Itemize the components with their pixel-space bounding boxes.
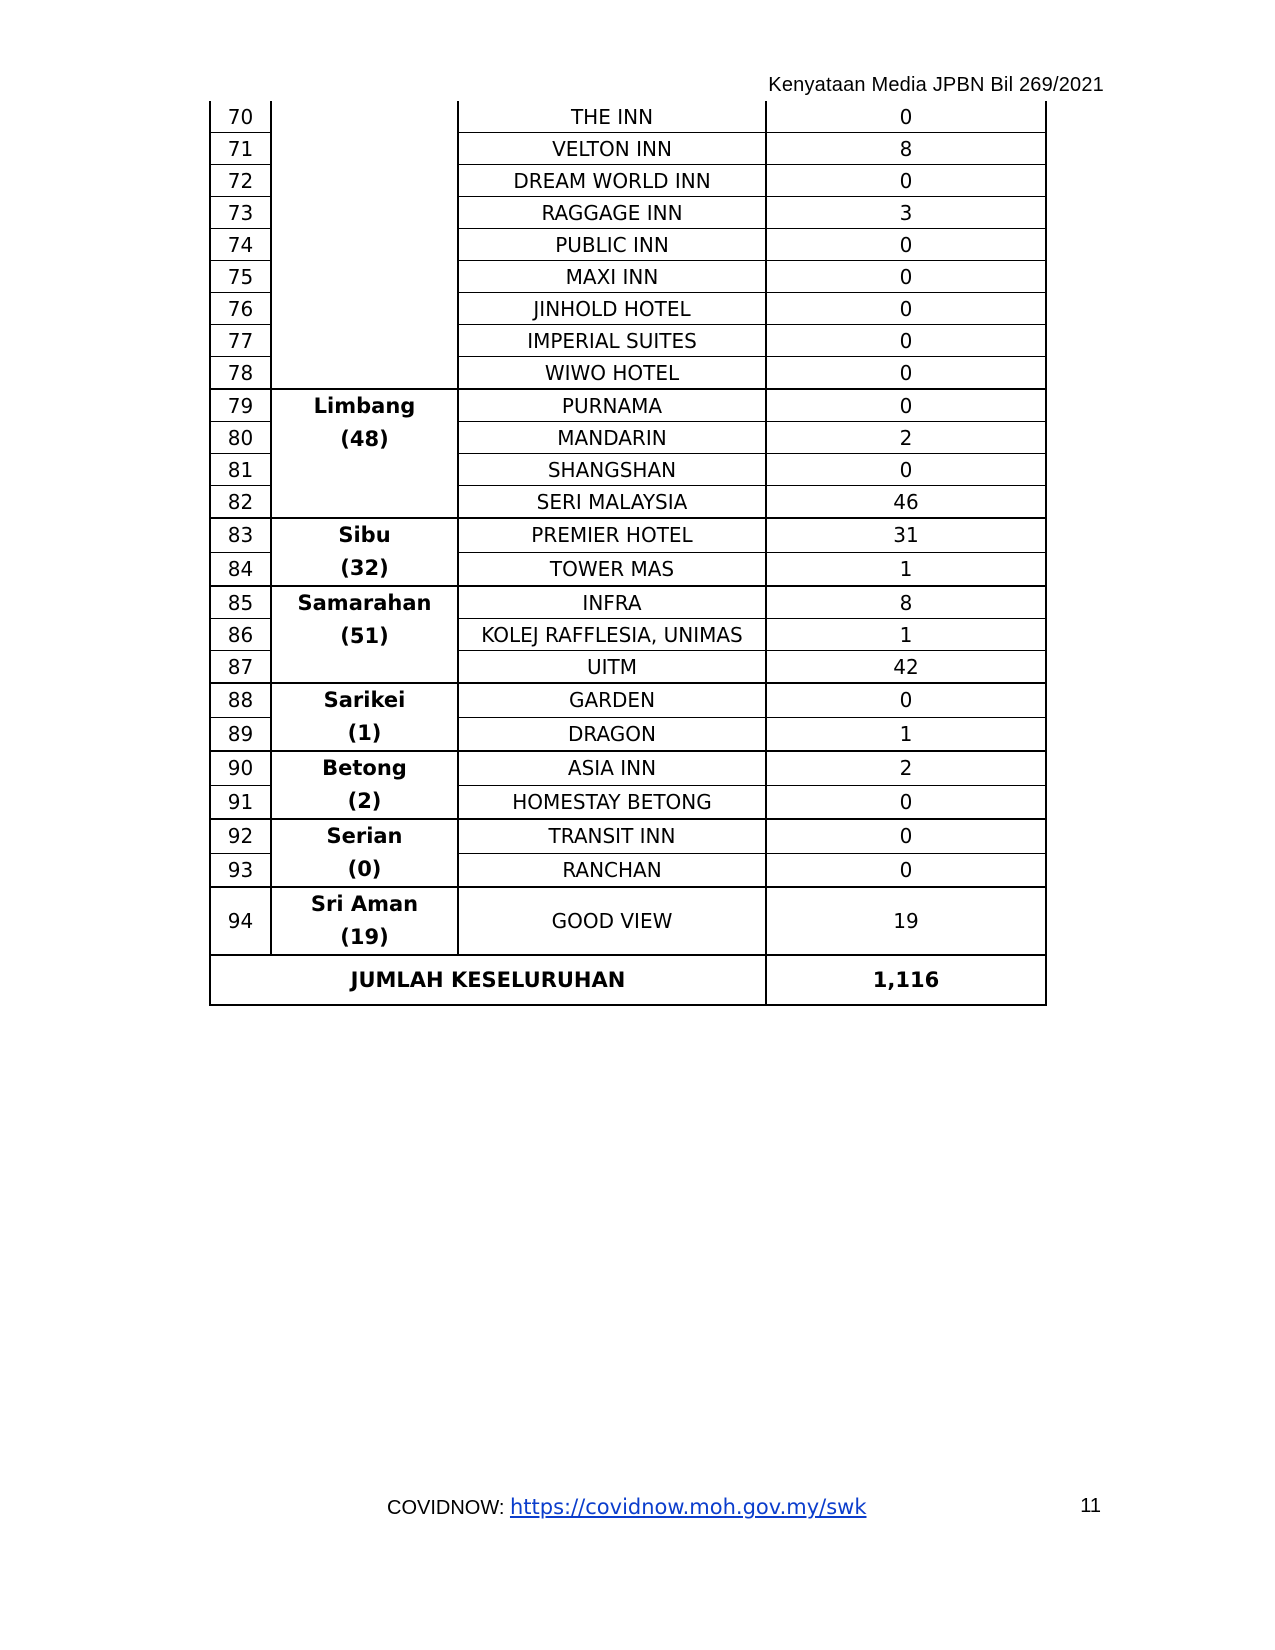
division-name: Samarahan (297, 591, 432, 615)
centre-name: KOLEJ RAFFLESIA, UNIMAS (458, 619, 766, 651)
total-value: 1,116 (766, 955, 1046, 1005)
row-number: 80 (210, 422, 271, 454)
row-number: 93 (210, 853, 271, 887)
centre-name: TRANSIT INN (458, 819, 766, 853)
table-row (210, 101, 1046, 133)
division-cell-continued (271, 101, 458, 389)
header-statement: Kenyataan Media JPBN Bil 269/2021 (768, 74, 1104, 96)
table-row (210, 518, 1046, 552)
centre-value: 0 (766, 389, 1046, 422)
row-number: 74 (210, 229, 271, 261)
row-number: 81 (210, 454, 271, 486)
centre-name: VELTON INN (458, 133, 766, 165)
covidnow-link[interactable]: https://covidnow.moh.gov.my/swk (509, 1495, 867, 1519)
row-number: 71 (210, 133, 271, 165)
centre-name: SERI MALAYSIA (458, 486, 766, 519)
centre-name: DREAM WORLD INN (458, 165, 766, 197)
centre-name: TOWER MAS (458, 552, 766, 586)
centre-value: 1 (766, 619, 1046, 651)
centre-name: HOMESTAY BETONG (458, 785, 766, 819)
centre-name: THE INN (458, 101, 766, 133)
centre-name: ASIA INN (458, 751, 766, 785)
table-row (210, 819, 1046, 853)
centre-name: MAXI INN (458, 261, 766, 293)
row-number: 73 (210, 197, 271, 229)
table-row (210, 751, 1046, 785)
table-row (210, 586, 1046, 619)
row-number: 84 (210, 552, 271, 586)
division-samarahan (271, 586, 458, 683)
row-number: 79 (210, 389, 271, 422)
row-number: 92 (210, 819, 271, 853)
centre-name: RAGGAGE INN (458, 197, 766, 229)
centre-value: 0 (766, 325, 1046, 357)
centre-value: 0 (766, 454, 1046, 486)
centre-value: 1 (766, 717, 1046, 751)
row-number: 90 (210, 751, 271, 785)
centre-name: PREMIER HOTEL (458, 518, 766, 552)
row-number: 91 (210, 785, 271, 819)
centre-value: 0 (766, 785, 1046, 819)
centre-value: 42 (766, 651, 1046, 684)
table-row (210, 389, 1046, 422)
division-limbang (271, 389, 458, 518)
row-number: 70 (210, 101, 271, 133)
centre-value: 0 (766, 229, 1046, 261)
centre-name: RANCHAN (458, 853, 766, 887)
centre-value: 0 (766, 853, 1046, 887)
division-sibu (271, 518, 458, 586)
division-serian (271, 819, 458, 887)
total-row (210, 955, 1046, 1005)
page-number: 11 (1080, 1495, 1101, 1517)
footer-source (387, 1495, 867, 1520)
centre-value: 0 (766, 101, 1046, 133)
row-number: 89 (210, 717, 271, 751)
division-name: Serian (326, 824, 403, 848)
division-sri-aman (271, 887, 458, 955)
centre-name: INFRA (458, 586, 766, 619)
division-count: (32) (340, 556, 389, 580)
centre-value: 0 (766, 683, 1046, 717)
division-betong (271, 751, 458, 819)
centre-name: JINHOLD HOTEL (458, 293, 766, 325)
row-number: 83 (210, 518, 271, 552)
row-number: 85 (210, 586, 271, 619)
centre-value: 3 (766, 197, 1046, 229)
quarantine-centres-table (209, 101, 1047, 1006)
centre-value: 8 (766, 586, 1046, 619)
centre-value: 0 (766, 293, 1046, 325)
centre-name: GOOD VIEW (458, 887, 766, 955)
total-label: JUMLAH KESELURUHAN (210, 955, 766, 1005)
centre-name: PUBLIC INN (458, 229, 766, 261)
table-row (210, 887, 1046, 955)
centre-value: 2 (766, 751, 1046, 785)
row-number: 75 (210, 261, 271, 293)
centre-value: 0 (766, 165, 1046, 197)
row-number: 82 (210, 486, 271, 519)
footer-prefix: COVIDNOW: (387, 1497, 510, 1519)
row-number: 87 (210, 651, 271, 684)
centre-name: MANDARIN (458, 422, 766, 454)
division-count: (19) (340, 925, 389, 949)
centre-name: UITM (458, 651, 766, 684)
table-row (210, 683, 1046, 717)
division-name: Limbang (313, 394, 416, 418)
division-name: Sri Aman (310, 892, 419, 916)
centre-value: 8 (766, 133, 1046, 165)
division-name: Sibu (338, 523, 391, 547)
centre-value: 0 (766, 261, 1046, 293)
row-number: 88 (210, 683, 271, 717)
row-number: 76 (210, 293, 271, 325)
centre-value: 0 (766, 819, 1046, 853)
row-number: 94 (210, 887, 271, 955)
centre-name: GARDEN (458, 683, 766, 717)
division-count: (0) (347, 857, 382, 881)
centre-value: 0 (766, 357, 1046, 390)
centre-name: DRAGON (458, 717, 766, 751)
division-count: (51) (340, 624, 389, 648)
division-sarikei (271, 683, 458, 751)
row-number: 72 (210, 165, 271, 197)
centre-name: PURNAMA (458, 389, 766, 422)
division-count: (48) (340, 427, 389, 451)
centre-name: WIWO HOTEL (458, 357, 766, 390)
centre-value: 46 (766, 486, 1046, 519)
centre-name: IMPERIAL SUITES (458, 325, 766, 357)
division-count: (1) (347, 721, 382, 745)
centre-value: 19 (766, 887, 1046, 955)
row-number: 86 (210, 619, 271, 651)
division-count: (2) (347, 789, 382, 813)
centre-value: 31 (766, 518, 1046, 552)
division-name: Betong (322, 756, 407, 780)
row-number: 77 (210, 325, 271, 357)
centre-name: SHANGSHAN (458, 454, 766, 486)
row-number: 78 (210, 357, 271, 390)
centre-value: 2 (766, 422, 1046, 454)
centre-value: 1 (766, 552, 1046, 586)
division-name: Sarikei (323, 688, 406, 712)
